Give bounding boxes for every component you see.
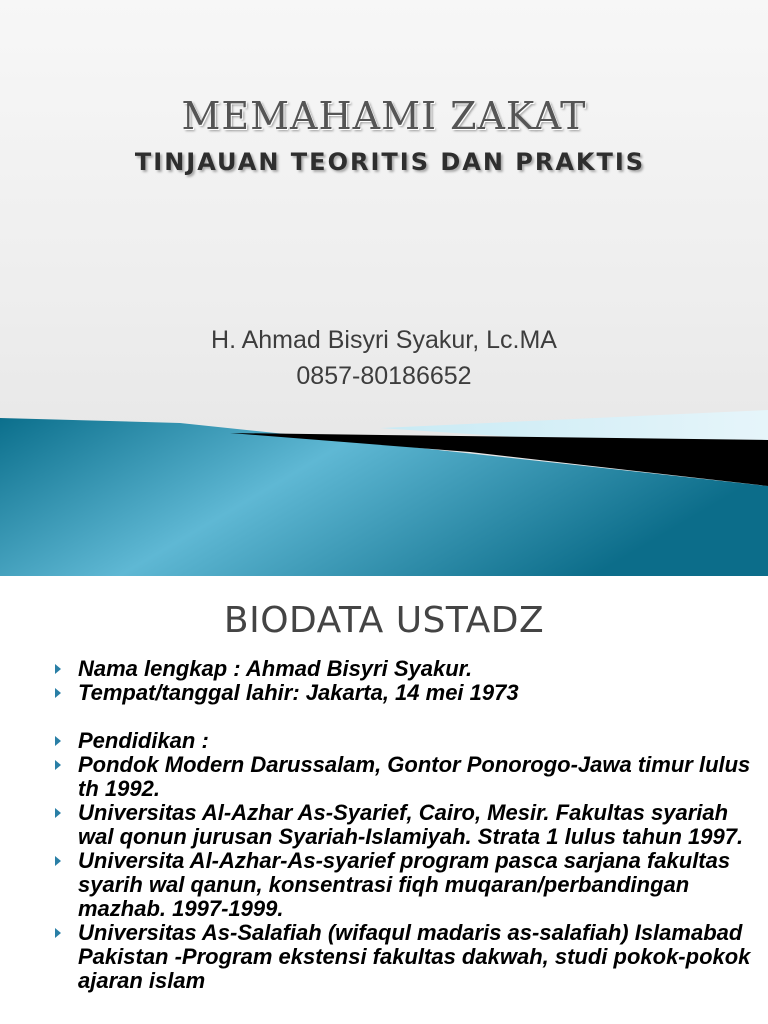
bullet-arrow-icon [55, 856, 61, 866]
biodata-slide [0, 576, 768, 1024]
bullet-arrow-icon [55, 736, 61, 746]
author-phone: 0857-80186652 [296, 362, 472, 390]
list-item [55, 681, 755, 705]
author-name: H. Ahmad Bisyri Syakur, Lc.MA [211, 326, 557, 354]
list-item-text: Universitas As-Salafiah (wifaqul madaris as-salafiah) Islamabad Pakistan -Program ekstensi fakultas dakwah, studi pokok-pokok ajaran islam [78, 920, 751, 993]
list-item [55, 801, 755, 849]
list-item-text: Nama lengkap : Ahmad Bisyri Syakur. [78, 656, 473, 681]
light-wedge [380, 410, 768, 440]
list-item-text: Universitas Al-Azhar As-Syarief, Cairo, Mesir. Fakultas syariah wal qonun jurusan Syariah-Islamiyah. Strata 1 lulus tahun 1997. [78, 800, 744, 849]
bullet-arrow-icon [55, 928, 61, 938]
slide-subtitle: TINJAUAN TEORITIS DAN PRAKTIS [134, 148, 646, 176]
list-item-text: Universita Al-Azhar-As-syarief program pasca sarjana fakultas syarih wal qanun, konsentrasi fiqh muqaran/perbandingan mazhab. 1997-1999. [78, 848, 731, 921]
list-item-text: Pendidikan : [78, 728, 209, 753]
biodata-title: BIODATA USTADZ [223, 600, 545, 641]
bullet-arrow-icon [55, 664, 61, 674]
biodata-list [55, 657, 755, 993]
list-item [55, 849, 755, 921]
list-item-text: Pondok Modern Darussalam, Gontor Ponorogo-Jawa timur lulus th 1992. [78, 752, 751, 801]
bullet-arrow-icon [55, 760, 61, 770]
list-item [55, 921, 755, 993]
slide-title: MEMAHAMI ZAKAT [181, 94, 587, 138]
list-item [55, 753, 755, 801]
list-item [55, 657, 755, 681]
bullet-arrow-icon [55, 688, 61, 698]
bullet-arrow-icon [55, 808, 61, 818]
list-item-text: Tempat/tanggal lahir: Jakarta, 14 mei 1973 [78, 680, 519, 705]
list-item [55, 729, 755, 753]
